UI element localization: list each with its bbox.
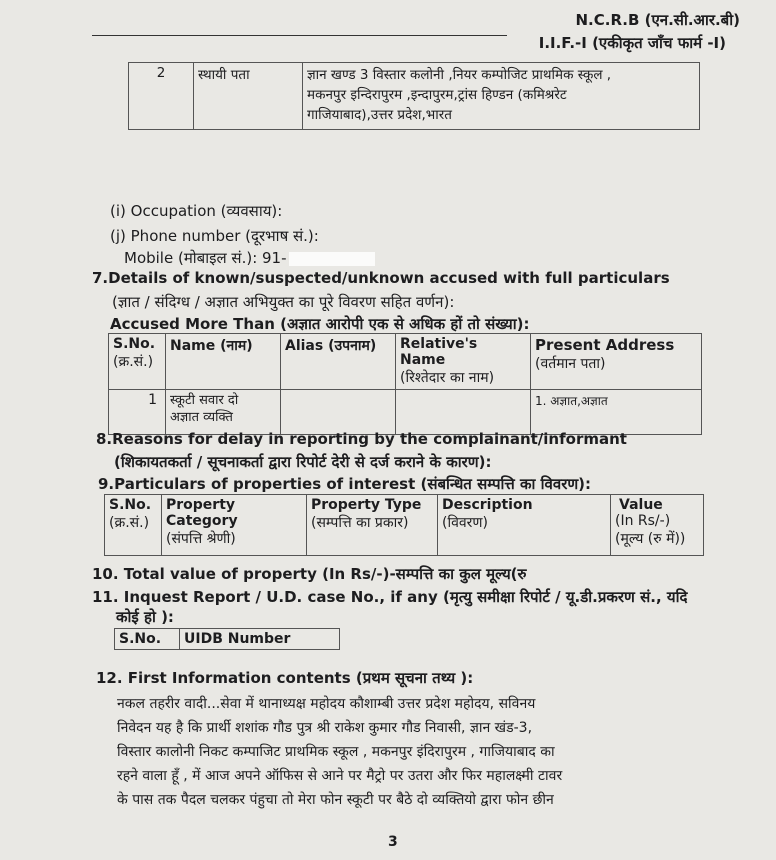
- header-text: Category: [166, 513, 238, 529]
- table-header-row: [105, 495, 704, 556]
- col-uidb: UIDB Number: [180, 629, 340, 650]
- fir-line: निवेदन यह है कि प्रार्थी शशांक गौड पुत्र श्री राकेश कुमार गौड निवासी, ज्ञान खंड-3,: [117, 720, 533, 736]
- fir-line: नकल तहरीर वादी...सेवा में थानाध्यक्ष महोदय कौशाम्बी उत्तर प्रदेश महोदय, सविनय: [117, 696, 536, 712]
- row-relative: [396, 390, 531, 435]
- section7-subtitle: (ज्ञात / संदिग्ध / अज्ञात अभियुक्त का पूरे विवरण सहित वर्णन):: [112, 293, 455, 311]
- header-text: Property: [166, 497, 236, 513]
- accused-table: [108, 333, 702, 435]
- header-text: (क्र.सं.): [113, 354, 154, 370]
- col-description: [438, 495, 611, 556]
- address-value: [303, 63, 700, 130]
- col-relative: [396, 334, 531, 390]
- header-text: (मूल्य (रु में)): [615, 531, 686, 547]
- row-name: [166, 390, 281, 435]
- fir-contents: [117, 692, 637, 812]
- permanent-address-table: [128, 62, 700, 130]
- section8-title: 8.Reasons for delay in reporting by the complainant/informant: [96, 430, 627, 448]
- header-text: Name (नाम): [170, 338, 253, 354]
- header-text: Value: [619, 497, 663, 513]
- header-text: Relative's Name: [400, 336, 478, 368]
- col-sno: [105, 495, 162, 556]
- row-name-line: स्कूटी सवार दो: [170, 393, 239, 408]
- occupation-label: (i) Occupation (व्यवसाय):: [110, 202, 283, 220]
- accused-more-than: Accused More Than (अज्ञात आरोपी एक से अधिक हों तो संख्या):: [110, 315, 530, 333]
- col-sno: [109, 334, 166, 390]
- col-address: [531, 334, 702, 390]
- row-address: 1. अज्ञात,अज्ञात: [531, 390, 702, 435]
- header-text: S.No.: [109, 497, 152, 513]
- section7-title: 7.Details of known/suspected/unknown accused with full particulars: [92, 269, 670, 287]
- header-text: Property Type: [311, 497, 422, 513]
- address-line-1: ज्ञान खण्ड 3 विस्तार कलोनी ,नियर कम्पोजिट प्राथमिक स्कूल ,: [307, 67, 612, 83]
- col-type: [307, 495, 438, 556]
- col-sno: S.No.: [115, 629, 180, 650]
- header-text: (संपत्ति श्रेणी): [166, 531, 236, 547]
- header-text: (वर्तमान पता): [535, 356, 606, 372]
- header-text: (रिश्तेदार का नाम): [400, 370, 495, 386]
- header-text: (In Rs/-): [615, 513, 671, 529]
- section10-title: 10. Total value of property (In Rs/-)-सम्पत्ति का कुल मूल्य(रु: [92, 565, 527, 583]
- mobile-label: Mobile (मोबाइल सं.): 91-: [124, 249, 287, 267]
- row-name-line: अज्ञात व्यक्ति: [170, 410, 233, 425]
- ncrb-header: N.C.R.B (एन.सी.आर.बी): [575, 11, 740, 29]
- section8-subtitle: (शिकायतकर्ता / सूचनाकर्ता द्वारा रिपोर्ट देरी से दर्ज कराने के कारण):: [114, 453, 492, 471]
- fir-line: रहने वाला हूँ , में आज अपने ऑफिस से आने पर मैट्रो पर उतरा और फिर महालक्ष्मी टावर: [117, 768, 563, 784]
- header-text: S.No.: [113, 336, 156, 352]
- row-alias: [281, 390, 396, 435]
- mobile-row: [124, 248, 375, 268]
- header-rule: [92, 35, 507, 36]
- header-text: (क्र.सं.): [109, 515, 150, 531]
- table-row: [109, 390, 702, 435]
- section12-title: 12. First Information contents (प्रथम सूचना तथ्य ):: [96, 669, 474, 687]
- table-header-row: [115, 629, 340, 650]
- fir-line: विस्तार कालोनी निकट कम्पाजिट प्राथमिक स्कूल , मकनपुर इंदिरापुरम , गाजियाबाद का: [117, 744, 555, 760]
- phone-label: (j) Phone number (दूरभाष सं.):: [110, 227, 319, 245]
- section11-title-cont: कोई हो ):: [116, 608, 174, 626]
- header-text: Description: [442, 497, 533, 513]
- header-text: Present Address: [535, 336, 675, 354]
- table-header-row: [109, 334, 702, 390]
- property-table: [104, 494, 704, 556]
- header-text: (विवरण): [442, 515, 488, 531]
- fir-line: के पास तक पैदल चलकर पंहुचा तो मेरा फोन स्कूटी पर बैठे दो व्यक्तियो द्वारा फोन छीन: [117, 792, 554, 808]
- address-label: स्थायी पता: [194, 63, 303, 130]
- col-value: [611, 495, 704, 556]
- row-sno: 1: [109, 390, 166, 435]
- header-text: Alias (उपनाम): [285, 338, 377, 354]
- col-alias: [281, 334, 396, 390]
- header-text: (सम्पत्ति का प्रकार): [311, 515, 409, 531]
- redaction-block: [289, 252, 375, 266]
- address-sno: 2: [129, 63, 194, 130]
- col-name: [166, 334, 281, 390]
- form-header: I.I.F.-I (एकीकृत जाँच फार्म -I): [538, 34, 726, 52]
- col-category: [162, 495, 307, 556]
- address-line-2: मकनपुर इन्दिरापुरम ,इन्दापुरम,ट्रांस हिण्डन (कमिश्ररेट: [307, 87, 567, 103]
- page-number: 3: [388, 834, 398, 850]
- address-line-3: गाजियाबाद),उत्तर प्रदेश,भारत: [307, 107, 452, 123]
- section11-title: 11. Inquest Report / U.D. case No., if any (मृत्यु समीक्षा रिपोर्ट / यू.डी.प्रकरण सं., यदि: [92, 588, 688, 606]
- inquest-table: [114, 628, 340, 650]
- section9-title: 9.Particulars of properties of interest (संबन्धित सम्पत्ति का विवरण):: [98, 475, 592, 493]
